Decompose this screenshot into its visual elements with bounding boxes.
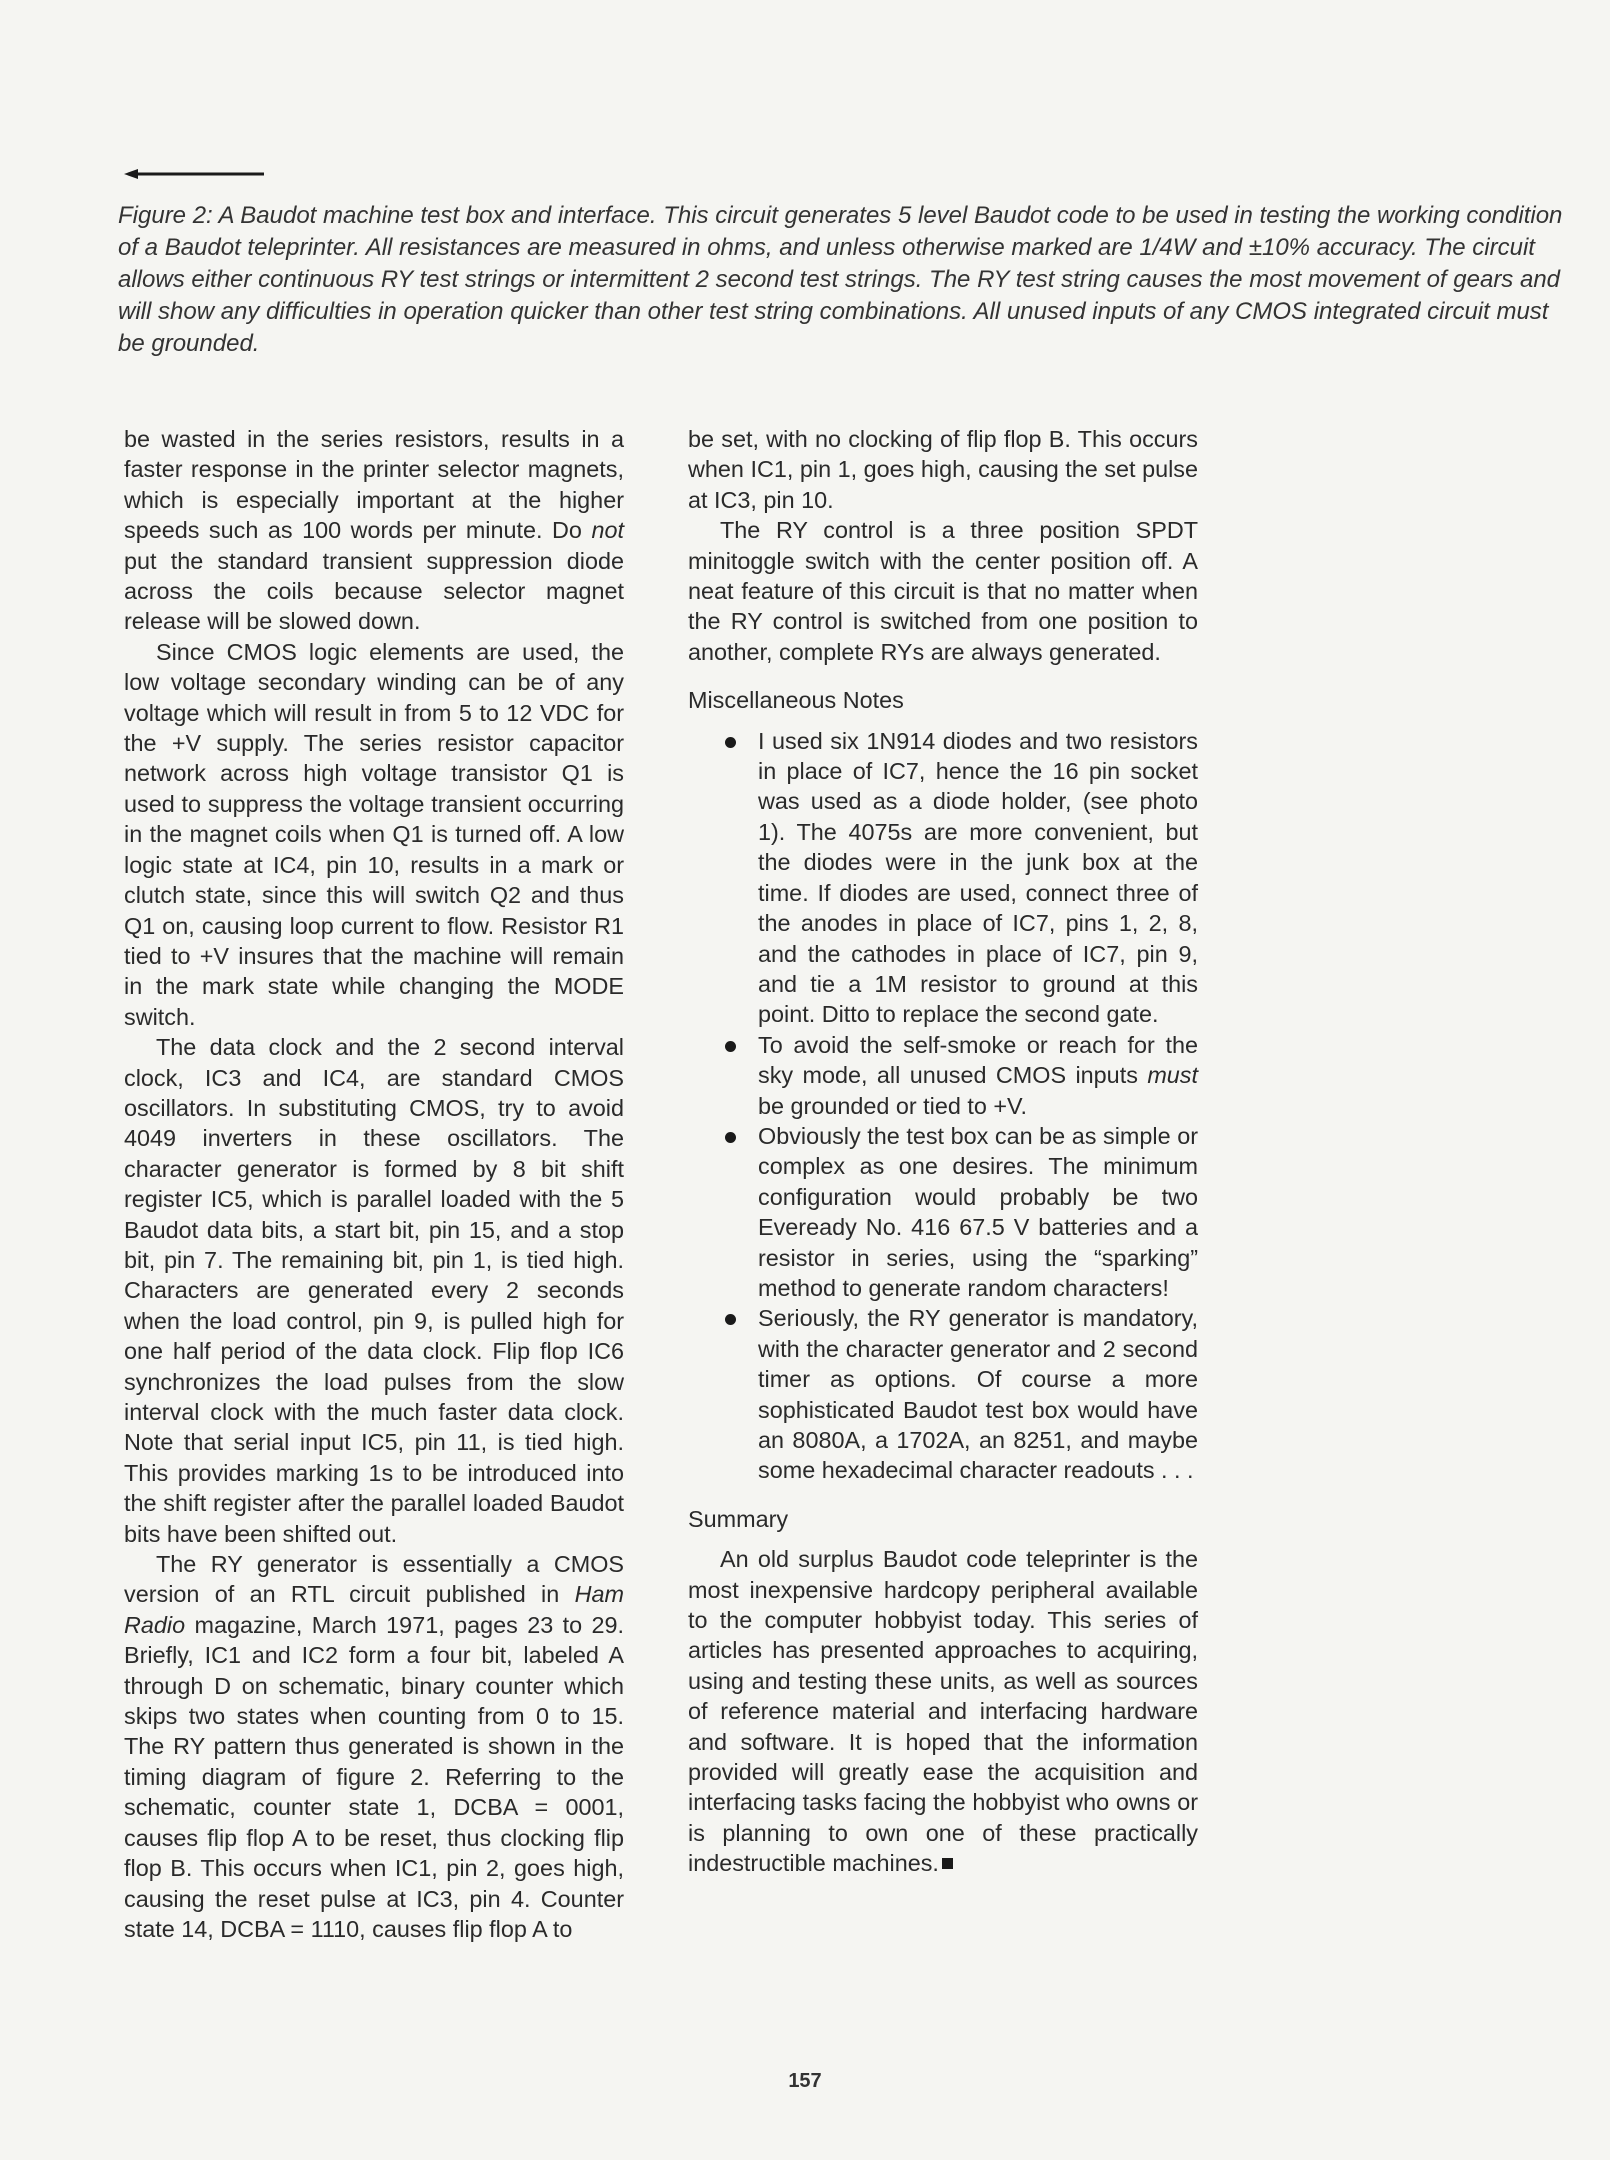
bullet-1-text: I used six 1N914 diodes and two resistors in place of IC7, hence the 16 pin socket was used as a diode holder, (see photo 1). The 4075s are more convenient, but the diodes were in the junk box at the time. If diodes are used, connect three of the anodes in place of IC7, pins 1, 2, 8, and the cathodes in place of IC7, pin 9, and tie a 1M resistor to ground at this point. Ditto to replace the second gate. [758, 727, 1198, 1028]
summary-paragraph [688, 1544, 1198, 1878]
list-item [688, 1030, 1198, 1121]
left-p1-text-b: put the standard transient suppression diode across the coils because selector magnet release will be slowed down. [124, 547, 624, 635]
left-paragraph-1 [124, 424, 624, 637]
summary-heading: Summary [688, 1505, 789, 1532]
right-paragraph-1: be set, with no clocking of flip flop B. This occurs when IC1, pin 1, goes high, causing the set pulse at IC3, pin 10. [688, 426, 1198, 513]
left-p4-text-b: magazine, March 1971, pages 23 to 29. Briefly, IC1 and IC2 form a four bit, labeled A through D on schematic, binary counter which skips two states when counting from 0 to 15. The RY pattern thus generated is shown in the timing diagram of figure 2. Referring to the schematic, counter state 1, DCBA = 0001, causes flip flop A to be reset, thus clocking flip flop B. This occurs when IC1, pin 2, goes high, causing the reset pulse at IC3, pin 4. Counter state 14, DCBA = 1110, causes flip flop A to [124, 1611, 624, 1942]
left-p4-magazine: Ham Radio [124, 1581, 624, 1638]
bullet-2-emphasis: must [1147, 1062, 1198, 1089]
bullet-2-text-b: be grounded or tied to +V. [758, 1092, 1027, 1119]
figure-caption [118, 200, 1568, 360]
left-p1-emphasis: not [591, 517, 624, 544]
left-paragraph-4 [124, 1549, 624, 1944]
left-p4-text-a: The RY generator is essentially a CMOS version of an RTL circuit published in [124, 1551, 624, 1608]
misc-notes-list [688, 726, 1198, 1486]
left-paragraph-2: Since CMOS logic elements are used, the low voltage secondary winding can be of any voltage which will result in from 5 to 12 VDC for the +V supply. The series resistor capacitor network across high voltage transistor Q1 is used to suppress the voltage transient occurring in the magnet coils when Q1 is turned off. A low logic state at IC4, pin 10, results in a mark or clutch state, since this will switch Q2 and thus Q1 on, causing loop current to flow. Resistor R1 tied to +V insures that the machine will remain in the mark state while changing the MODE switch. [124, 638, 624, 1030]
caption-text-part2: 10% accuracy. The circuit allows either continuous RY test strings or intermittent 2 second test strings. The RY test string causes the most movement of gears and will show any difficulties in operation quicker than other test string combinations. All unused inputs of any CMOS integrated circuit must be grounded. [118, 234, 1561, 357]
bullet-4-text: Seriously, the RY generator is mandatory, with the character generator and 2 second timer as options. Of course a more sophisticated Baudot test box would have an 8080A, a 1702A, an 8251, and maybe some hexadecimal character readouts . . . [758, 1305, 1198, 1484]
list-item [688, 1121, 1198, 1303]
caption-text-part1: Figure 2: A Baudot machine test box and interface. This circuit generates 5 level Baudot code to be used in testing the working condition of a Baudot teleprinter. All resistances are measured in ohms, and unless otherwise marked are 1/4W and [118, 202, 1563, 261]
list-item [688, 726, 1198, 1030]
summary-text: An old surplus Baudot code teleprinter is the most inexpensive hardcopy peripheral available to the computer hobbyist today. This series of articles has presented approaches to acquiring, using and testing these units, as well as sources of reference material and interfacing hardware and software. It is hoped that the information provided will greatly ease the acquisition and interfacing tasks facing the hobbyist who owns or is planning to own one of these practically indestructible machines. [688, 1546, 1198, 1877]
caption-plusminus: ± [1248, 234, 1262, 261]
bullet-icon [725, 737, 736, 748]
right-column [688, 424, 1198, 1879]
bullet-icon [725, 1314, 736, 1325]
left-paragraph-3: The data clock and the 2 second interval clock, IC3 and IC4, are standard CMOS oscillators. In substituting CMOS, try to avoid 4049 inverters in these oscillators. The character generator is formed by 8 bit shift register IC5, which is parallel loaded with the 5 Baudot data bits, a start bit, pin 15, and a stop bit, pin 7. The remaining bit, pin 1, is tied high. Characters are generated every 2 seconds when the load control, pin 9, is pulled high for one half period of the data clock. Flip flop IC6 synchronizes the load pulses from the slow interval clock with the much faster data clock. Note that serial input IC5, pin 11, is tied high. This provides marking 1s to be introduced into the shift register after the parallel loaded Baudot bits have been shifted out. [124, 1034, 624, 1547]
page-number: 157 [788, 2070, 822, 2092]
left-column [124, 424, 624, 1944]
left-p1-text-a: be wasted in the series resistors, results in a faster response in the printer selector magnets, which is especially important at the higher speeds such as 100 words per minute. Do [124, 426, 624, 544]
bullet-3-text: Obviously the test box can be as simple or complex as one desires. The minimum configuration would probably be two Eveready No. 416 67.5 V batteries and a resistor in series, using the “sparking” method to generate random characters! [758, 1122, 1198, 1301]
arrow-left-icon [124, 168, 264, 180]
end-mark-icon [942, 1858, 953, 1869]
list-item [688, 1303, 1198, 1485]
bullet-2-text-a: To avoid the self-smoke or reach for the sky mode, all unused CMOS inputs [758, 1031, 1198, 1089]
bullet-icon [725, 1041, 736, 1052]
bullet-icon [725, 1132, 736, 1143]
misc-notes-heading: Miscellaneous Notes [688, 687, 904, 714]
right-paragraph-2: The RY control is a three position SPDT minitoggle switch with the center position off. A neat feature of this circuit is that no matter when the RY control is switched from one position to another, complete RYs are always generated. [688, 517, 1198, 665]
